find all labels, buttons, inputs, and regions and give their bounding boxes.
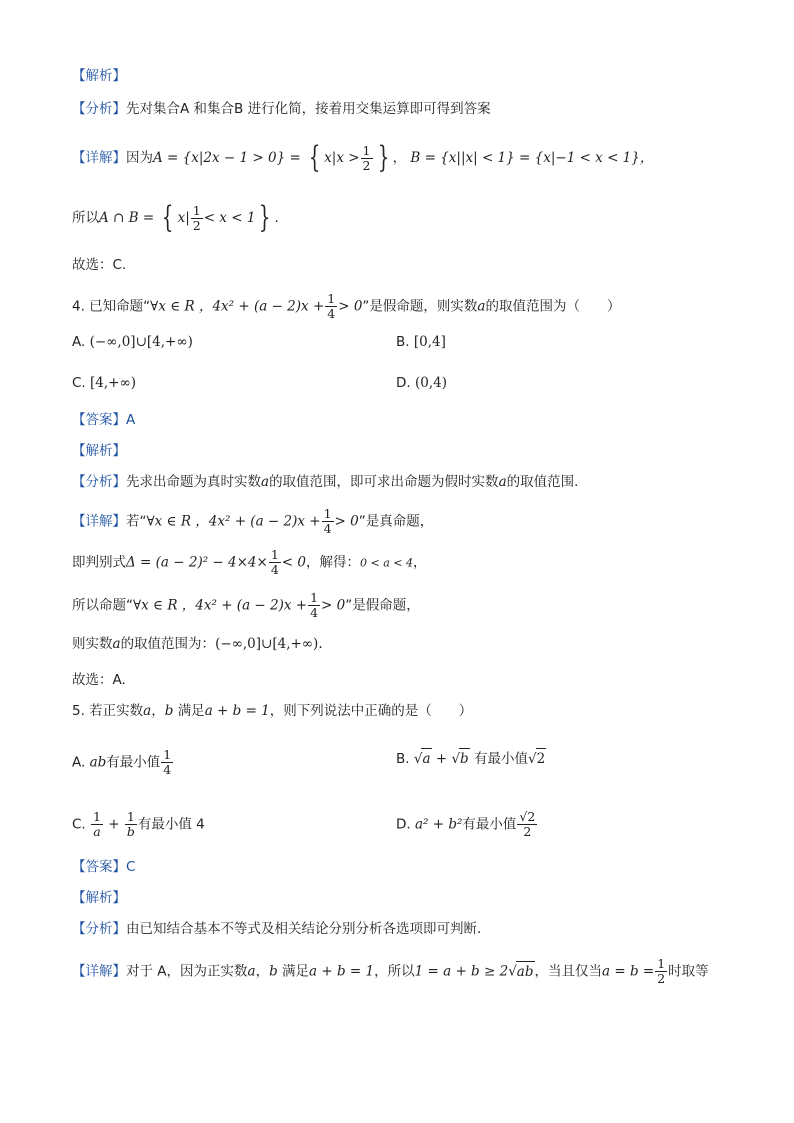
period: . <box>274 210 279 226</box>
frac-den: 2 <box>192 217 201 233</box>
fenxi-tag: 【分析】 <box>72 921 126 937</box>
option-text: (−∞,0]∪[4,+∞) <box>89 334 193 350</box>
intersect-x: x <box>177 210 186 226</box>
frac-num: 1 <box>323 506 332 521</box>
q3-intersection: 所以A ∩ B = { x| $\frac{1}{2}$ < x < 1 } . <box>72 200 279 235</box>
xj-f: 时取等 <box>668 963 709 980</box>
option-label: D. <box>396 816 411 833</box>
q4-option-a <box>72 332 193 352</box>
expr-a: ∀x ∈ R ，4x² + (a − 2)x + <box>146 513 321 530</box>
xiangjie-tag: 【详解】 <box>72 150 126 166</box>
intersect-end: < x < 1 <box>203 210 256 226</box>
q4-stem <box>72 292 620 321</box>
option-text: 有最小值 <box>106 754 161 771</box>
stem-d: ，则下列说法中正确的是（ ） <box>269 703 473 719</box>
frac-den: b <box>126 824 135 839</box>
q4-option-d <box>396 373 447 393</box>
var-a: a <box>112 636 121 652</box>
frac-num: 1 <box>192 202 201 218</box>
fraction-1-over-a <box>91 810 103 839</box>
fenxi-tag: 【分析】 <box>72 101 126 117</box>
stem-a: 5. 若正实数 <box>72 703 144 719</box>
xj2-pre: 即判别式 <box>72 554 126 571</box>
frac-num: 1 <box>270 547 279 562</box>
q5-stem <box>72 701 472 721</box>
xj-c: 满足 <box>282 963 310 980</box>
xj-b: ， <box>255 963 270 980</box>
xj2-post: ，解得： <box>305 554 360 571</box>
stem-c: 满足 <box>177 703 205 719</box>
frac-den: 4 <box>270 562 279 577</box>
option-expr: a² + b² <box>414 816 463 833</box>
q4-xiangjie-1 <box>72 507 433 536</box>
frac-den: 4 <box>163 762 172 777</box>
stem-expr-b: > 0 <box>338 298 363 315</box>
fraction-half <box>191 204 203 233</box>
separator: ， <box>392 150 407 166</box>
q5-option-a <box>72 748 174 777</box>
set-a-def: A = {x|2x − 1 > 0} = <box>153 150 301 166</box>
frac-den: 2 <box>523 824 532 839</box>
xj3-post: ”是假命题， <box>345 597 420 614</box>
option-label: C. <box>72 375 86 391</box>
xj4-res: (−∞,0]∪[4,+∞). <box>215 636 323 652</box>
option-label: B. <box>396 334 410 350</box>
q5-xiangjie: 【详解】对于 A，因为正实数a，b 满足a + b = 1，所以1 = a + b ≥ 2√ab，当且仅当a = b = $\frac{1}{2}$ 时取等 <box>72 956 709 986</box>
q4-option-c <box>72 373 136 393</box>
fraction-1-over-b <box>125 810 137 839</box>
var-a: a <box>498 474 507 490</box>
q3-fenxi <box>72 99 491 119</box>
q4-fenxi <box>72 472 578 492</box>
option-label: A. <box>72 754 86 771</box>
option-text: [4,+∞) <box>90 375 136 391</box>
q5-option-b: B. √a + √b 有最小值√2 <box>396 748 546 769</box>
xiangjie-tag: 【详解】 <box>72 513 126 530</box>
frac-num: 1 <box>93 809 101 824</box>
option-text: 有最小值 <box>474 751 528 767</box>
option-text: 有最小值 <box>462 816 517 833</box>
xj-d: ，所以 <box>374 963 415 980</box>
sqrt-ab: ab <box>516 961 535 982</box>
frac-den: a <box>93 824 101 839</box>
xiangjie-tag: 【详解】 <box>72 963 126 980</box>
q4-option-b <box>396 332 446 352</box>
q5-option-d <box>396 810 538 839</box>
xj2-mid: < 0 <box>281 554 306 571</box>
set-b: B = {x||x| < 1} = {x|−1 < x < 1}， <box>410 150 654 166</box>
fraction-quarter <box>161 748 173 777</box>
fenxi-text: 先对集合A 和集合B 进行化简，接着用交集运算即可得到答案 <box>126 101 491 117</box>
q4-xiangjie-2 <box>72 548 426 577</box>
q4-xiangjie-4 <box>72 634 323 654</box>
xj2-expr: Δ = (a − 2)² − 4×4× <box>126 554 268 571</box>
fenxi-c: 的取值范围. <box>506 474 579 490</box>
q5-fenxi <box>72 919 491 939</box>
option-label: B. <box>396 751 410 767</box>
frac-num: 1 <box>362 142 371 158</box>
xj4-pre: 则实数 <box>72 636 113 652</box>
var-a: a <box>261 474 270 490</box>
sqrt-a: a <box>421 748 431 769</box>
xj-a: 对于 A，因为正实数 <box>126 963 248 980</box>
q4-jiexi: 【解析】 <box>72 443 126 459</box>
stem-b: ， <box>151 703 165 719</box>
xiangjie-pre: 因为 <box>126 150 153 166</box>
xj-e: ，当且仅当 <box>534 963 602 980</box>
stem-expr-a: ∀x ∈ R ，4x² + (a − 2)x + <box>150 298 325 315</box>
fraction-quarter <box>322 507 334 536</box>
option-text: (0,4) <box>414 375 447 391</box>
brace-left: { <box>308 140 321 175</box>
q4-guxuan: 故选：A. <box>72 672 126 688</box>
fraction-half <box>361 144 373 173</box>
xj4-mid: 的取值范围为： <box>120 636 216 652</box>
option-text: [0,4] <box>413 334 446 350</box>
option-label: D. <box>396 375 411 391</box>
q5-option-c <box>72 810 205 839</box>
var-b: b <box>269 963 278 980</box>
frac-den: 2 <box>657 971 666 986</box>
stem-var: a <box>477 298 486 315</box>
xj1-pre: 若“ <box>126 513 147 530</box>
expr-a: ∀x ∈ R ，4x² + (a − 2)x + <box>133 597 308 614</box>
fenxi-b: 的取值范围，即可求出命题为假时实数 <box>269 474 499 490</box>
fraction-quarter <box>308 591 320 620</box>
sqrt-2: 2 <box>536 748 547 769</box>
option-expr: ab <box>89 754 107 771</box>
stem-cond: a + b = 1 <box>204 703 270 719</box>
xj-eq: a = b = <box>602 963 655 980</box>
set-a-res: x|x > <box>324 150 360 166</box>
intersect-pre: A ∩ B = <box>99 210 155 226</box>
frac-num: 1 <box>310 590 319 605</box>
xj2-res: 0 < a < 4 <box>359 556 413 570</box>
frac-num: √2 <box>519 809 536 824</box>
var-a: a <box>143 703 152 719</box>
frac-num: 1 <box>125 810 137 825</box>
q5-answer: 【答案】C <box>72 859 136 875</box>
plus: + <box>108 816 120 833</box>
fenxi-a: 先求出命题为真时实数 <box>126 474 261 490</box>
xj1-post: ”是真命题， <box>358 513 434 530</box>
plus: + <box>435 751 448 767</box>
option-label: C. <box>72 816 86 833</box>
brace-left: { <box>162 200 174 235</box>
fraction-root2-over-2 <box>517 810 537 839</box>
expr-b: > 0 <box>334 513 359 530</box>
fraction-quarter <box>325 292 337 321</box>
option-label: A. <box>72 334 86 350</box>
fenxi-tag: 【分析】 <box>72 474 126 490</box>
frac-den: 4 <box>323 521 332 536</box>
frac-den: 2 <box>362 157 371 173</box>
stem-end: 的取值范围为（ ） <box>485 298 621 315</box>
frac-num: 1 <box>327 291 336 306</box>
fraction-quarter <box>269 548 281 577</box>
frac-num: 1 <box>657 956 666 971</box>
frac-den: 4 <box>310 605 319 620</box>
stem-post: ”是假命题，则实数 <box>362 298 478 315</box>
q3-jiexi: 【解析】 <box>72 68 126 84</box>
q3-xiangjie <box>72 140 654 175</box>
q5-jiexi: 【解析】 <box>72 890 126 906</box>
brace-right: } <box>259 200 271 235</box>
suoyi: 所以 <box>72 210 99 226</box>
fenxi-text: 由已知结合基本不等式及相关结论分别分析各选项即可判断． <box>126 921 491 937</box>
q3-guxuan: 故选：C. <box>72 257 127 273</box>
sqrt-b: b <box>459 748 470 769</box>
var-b: b <box>164 703 174 719</box>
brace-right: } <box>377 140 389 175</box>
option-text: 有最小值 4 <box>137 816 205 833</box>
xj2-end: ， <box>412 554 427 571</box>
frac-num: 1 <box>163 747 172 762</box>
var-a: a <box>247 963 256 980</box>
xj-ineq: 1 = a + b ≥ 2 <box>414 963 509 980</box>
q4-xiangjie-3 <box>72 591 420 620</box>
xj3-pre: 所以命题“ <box>72 597 133 614</box>
stem-pre: 4. 已知命题“ <box>72 298 151 315</box>
expr-b: > 0 <box>321 597 346 614</box>
fraction-half <box>655 957 667 986</box>
frac-den: 4 <box>327 306 336 321</box>
q4-answer: 【答案】A <box>72 412 136 428</box>
xj-cond: a + b = 1 <box>309 963 375 980</box>
